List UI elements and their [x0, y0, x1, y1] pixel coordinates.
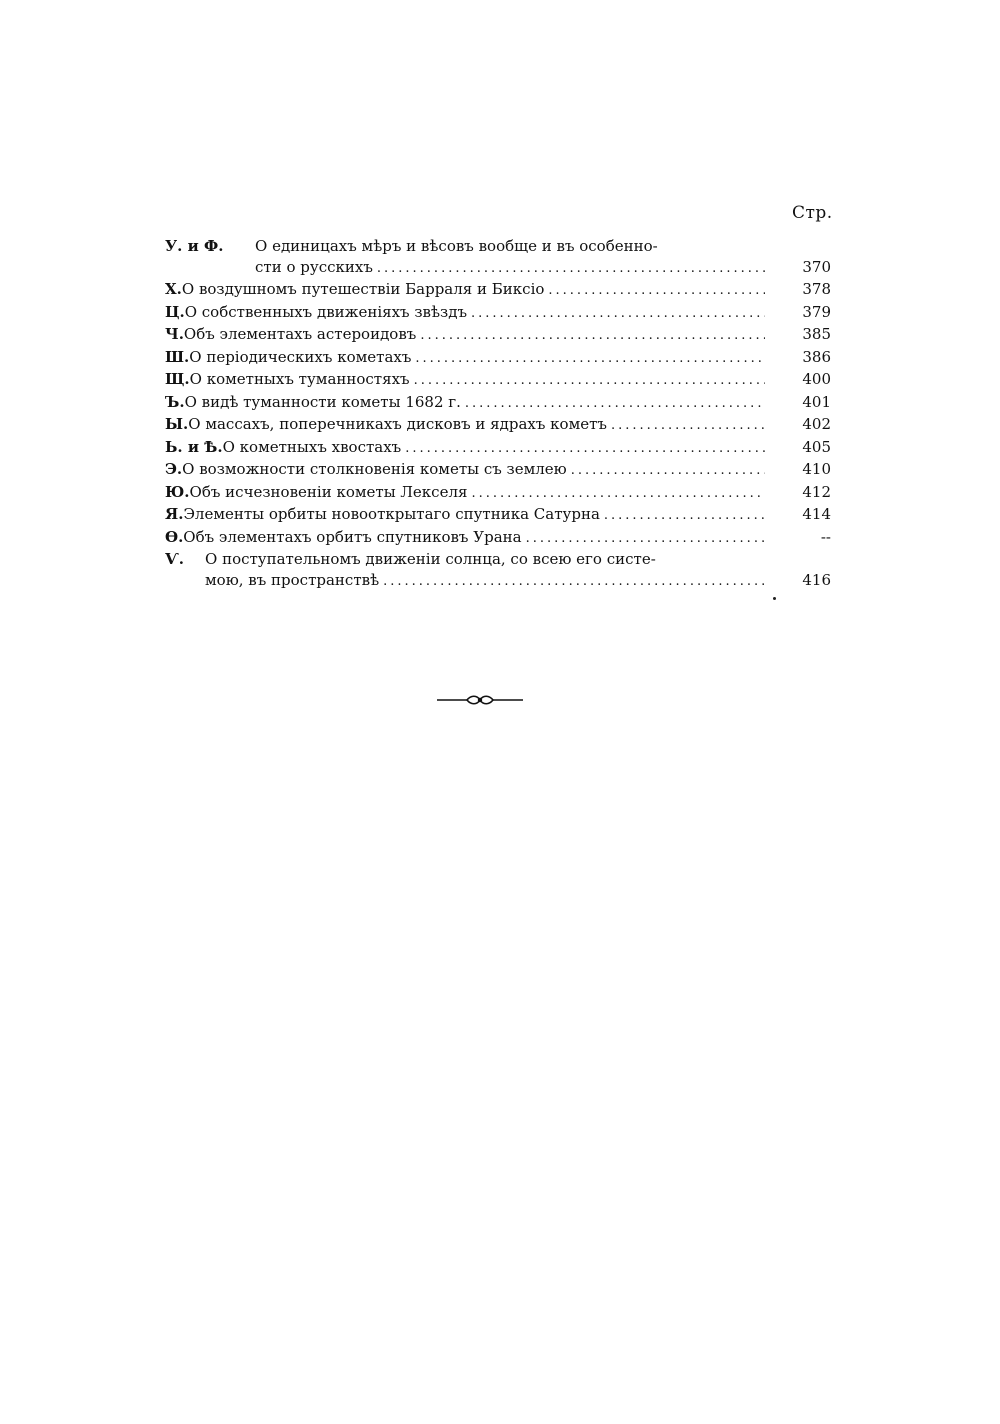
- dot-leader: [377, 259, 765, 280]
- entry-page-number: 416: [802, 570, 831, 589]
- dot-leader: [414, 371, 765, 392]
- entry-page-number: 405: [802, 437, 831, 456]
- entry-letter: Ѵ.: [165, 550, 184, 568]
- entry-page-number: --: [820, 527, 831, 546]
- dot-leader: [415, 349, 765, 370]
- entry-letter: Ш.: [165, 347, 190, 366]
- entry-page-number: 378: [802, 280, 831, 298]
- entry-title: О массахъ, поперечникахъ дисковъ и ядрахъ кометъ: [188, 415, 607, 433]
- toc-entry: [165, 527, 835, 550]
- entry-letter: У. и Ф.: [165, 237, 224, 255]
- entry-title: О собственныхъ движеніяхъ звѣздъ: [184, 302, 467, 321]
- dot-leader: [471, 304, 765, 325]
- toc-entry: [165, 414, 835, 437]
- entry-title: Объ элементахъ астероидовъ: [183, 325, 417, 343]
- toc-entry: [165, 437, 835, 460]
- dot-leader: [465, 394, 765, 415]
- dot-leader: [571, 461, 765, 482]
- entry-page-number: 410: [802, 460, 831, 478]
- entry-page-number: 402: [802, 415, 831, 433]
- entry-page-number: 401: [802, 392, 831, 411]
- dot-leader: [471, 484, 765, 505]
- entry-title: О единицахъ мѣръ и вѣсовъ вообще и въ особенно-: [255, 237, 658, 255]
- dot-leader: [604, 506, 765, 527]
- toc-entry: [165, 369, 835, 392]
- entry-page-number: 386: [802, 347, 831, 366]
- entry-letter: Щ.: [165, 370, 190, 388]
- toc-entry: [165, 279, 835, 302]
- entry-page-number: 414: [802, 505, 831, 523]
- entry-title: Объ элементахъ орбитъ спутниковъ Урана: [183, 527, 522, 546]
- toc-entry: [165, 459, 835, 482]
- entry-letter: Ч.: [165, 325, 184, 343]
- toc-entry: [165, 549, 835, 592]
- entry-title-continued: мою, въ пространствѣ: [205, 570, 380, 589]
- toc-entry: [165, 504, 835, 527]
- entry-letter: Ю.: [165, 482, 190, 501]
- entry-title: О періодическихъ кометахъ: [189, 347, 412, 366]
- toc-entry: [165, 347, 835, 370]
- dot-leader: [526, 529, 765, 550]
- entry-page-number: 412: [802, 482, 831, 501]
- ornament-flourish-icon: [437, 693, 523, 707]
- toc-entry: [165, 324, 835, 347]
- dot-leader: [383, 572, 765, 593]
- toc-entry: [165, 392, 835, 415]
- entry-title: Объ исчезновеніи кометы Лекселя: [189, 482, 468, 501]
- entry-title: О поступательномъ движеніи солнца, со всею его систе-: [205, 550, 656, 568]
- entry-title-continued: сти о русскихъ: [255, 257, 373, 276]
- entry-title: Элементы орбиты новооткрытаго спутника Сатурна: [183, 505, 600, 523]
- dot-leader: [548, 281, 765, 302]
- pages-column-header: Стр.: [792, 203, 833, 223]
- entry-page-number: 385: [802, 325, 831, 343]
- entry-letter: Ц.: [165, 302, 185, 321]
- entry-title: О кометныхъ хвостахъ: [222, 437, 402, 456]
- dot-leader: [405, 439, 765, 460]
- toc-entry: [165, 302, 835, 325]
- entry-letter: Э.: [165, 460, 183, 478]
- entry-page-number: 370: [802, 257, 831, 276]
- dot-leader: [611, 416, 765, 437]
- entry-title: О воздушномъ путешествіи Барраля и Биксіо: [181, 280, 545, 298]
- entry-letter: Ь. и Ѣ.: [165, 437, 223, 456]
- entry-letter: Ъ.: [165, 392, 185, 411]
- entry-page-number: 379: [802, 302, 831, 321]
- entry-title: О видѣ туманности кометы 1682 г.: [184, 392, 461, 411]
- entry-letter: Я.: [165, 505, 184, 523]
- entry-letter: Ы.: [165, 415, 189, 433]
- table-of-contents: [165, 236, 835, 592]
- dot-leader: [420, 326, 765, 347]
- entry-letter: Х.: [165, 280, 182, 298]
- entry-page-number: 400: [802, 370, 831, 388]
- entry-letter: Ѳ.: [165, 527, 184, 546]
- print-speck: [773, 597, 776, 600]
- toc-entry: [165, 482, 835, 505]
- entry-title: О кометныхъ туманностяхъ: [189, 370, 410, 388]
- entry-title: О возможности столкновенія кометы съ землею: [182, 460, 567, 478]
- toc-entry: [165, 236, 835, 279]
